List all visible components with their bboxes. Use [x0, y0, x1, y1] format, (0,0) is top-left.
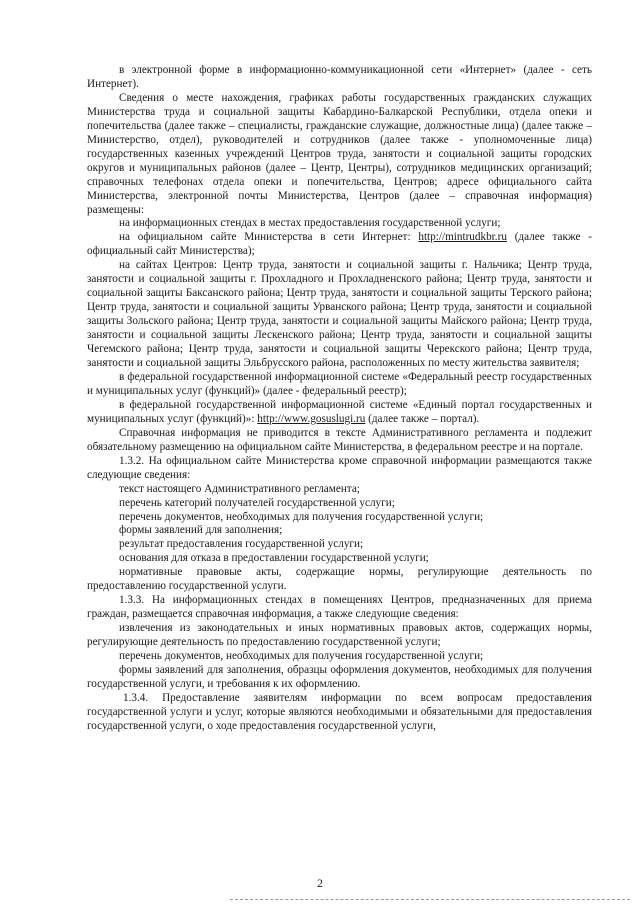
gosuslugi-link[interactable]: http://www.gosuslugi.ru — [257, 412, 366, 425]
list-item-service-result: результат предоставления государственной услуги; — [119, 538, 364, 551]
list-item-required-documents: перечень документов, необходимых для получения государственной услуги; — [119, 510, 484, 523]
list-item-legal-acts: нормативные правовые акты, содержащие нормы, регулирующие деятельность по предоставлению государственной услуги. — [87, 566, 592, 593]
paragraph-1-3-3: 1.3.3. На информационных стендах в помещениях Центров, предназначенных для приема граждан, размещается справочная информация, а также следующие сведения: — [87, 594, 592, 621]
paragraph-federal-registry: в федеральной государственной информационной системе «Федеральный реестр государственных и муниципальных услуг (функций)» (далее - федеральный реестр); — [87, 370, 592, 397]
paragraph-reference-not-in-text: Справочная информация не приводится в тексте Административного регламента и подлежит обязательному размещению на официальном сайте Министерства, в федеральном реестре и на портале. — [87, 426, 592, 453]
list-item-legislation-extracts: извлечения из законодательных и иных нормативных правовых актов, содержащих нормы, регулирующие деятельность по предоставлению государственной услуги; — [87, 622, 592, 649]
list-item-recipient-categories: перечень категорий получателей государственной услуги; — [119, 496, 395, 509]
list-item-documents-list: перечень документов, необходимых для получения государственной услуги; — [119, 650, 484, 663]
list-item-refusal-grounds: основания для отказа в предоставлении государственной услуги; — [119, 552, 429, 565]
paragraph-ministry-site — [87, 231, 592, 259]
paragraph-unified-portal-text-before: в федеральной государственной информационной системе «Единый портал государственных и муниципальных услуг (функций)»: — [87, 398, 592, 425]
paragraph-info-stands: на информационных стендах в местах предоставления государственной услуги; — [119, 217, 501, 230]
list-item-regulation-text: текст настоящего Административного регламента; — [119, 482, 360, 495]
list-item-forms-samples: формы заявлений для заполнения, образцы оформления документов, необходимых для получения государственной услуги, и требования к их оформлению. — [87, 663, 592, 690]
paragraph-1-3-4: 1.3.4. Предоставление заявителям информации по всем вопросам предоставления государственной услуги и услуг, которые являются необходимыми и обязательными для предоставления государственной услуги, о ходе предоставления государственной услуги, — [87, 691, 592, 732]
paragraph-unified-portal-text-after: (далее также – портал). — [365, 412, 480, 425]
document-body — [87, 64, 592, 734]
paragraph-unified-portal — [87, 399, 592, 427]
list-item-application-forms: формы заявлений для заполнения; — [119, 524, 283, 537]
paragraph-1-3-2: 1.3.2. На официальном сайте Министерства кроме справочной информации размещаются также следующие сведения: — [87, 454, 592, 481]
paragraph-internet-form: в электронной форме в информационно-коммуникационной сети «Интернет» (далее - сеть Интернет). — [87, 64, 592, 90]
paragraph-ministry-site-text-after: (далее также - официальный сайт Министерства); — [87, 231, 592, 258]
bottom-divider — [230, 899, 630, 900]
page-number: 2 — [317, 876, 323, 890]
paragraph-centers-sites: на сайтах Центров: Центр труда, занятости и социальной защиты г. Нальчика; Центр труда, занятости и социальной защиты г. Прохладного и Прохладненского района; Центр труда, занятости и социальной защиты Баксанского района; Центр труда, занятости и социальной защиты Терского района; Центр труда, занятости и социальной защиты Урванского района; Центр труда, занятости и социальной защиты Зольского района; Центр труда, занятости и социальной защиты Майского района; Центр труда, занятости и социальной защиты Лескенского района; Центр труда, занятости и социальной защиты Чегемского района; Центр труда, занятости и социальной защиты Черекского района; Центр труда, занятости и социальной защиты Эльбрусского района, расположенных по месту жительства заявителя; — [87, 259, 592, 370]
paragraph-ministry-site-text-before: на официальном сайте Министерства в сети Интернет: — [119, 231, 419, 244]
paragraph-reference-info: Сведения о месте нахождения, графиках работы государственных гражданских служащих Министерства труда и социальной защиты Кабардино-Балкарской Республики, отдела опеки и попечительства (далее также – специалисты, гражданские служащие, должностные лица) (далее также – Министерство, отдел), руководителей и сотрудников (далее также - уполномоченные лица) государственных казенных учреждений Центров труда, занятости и социальной защиты городских округов и муниципальных районов (далее – Центр, Центры), сотрудников медицинских организаций; справочных телефонах отдела опеки и попечительства, Центров; адресе официального сайта Министерства, электронной почты Министерства, Центров (далее – справочная информация) размещены: — [87, 91, 592, 216]
ministry-site-link[interactable]: http://mintrudkbr.ru — [418, 231, 507, 244]
